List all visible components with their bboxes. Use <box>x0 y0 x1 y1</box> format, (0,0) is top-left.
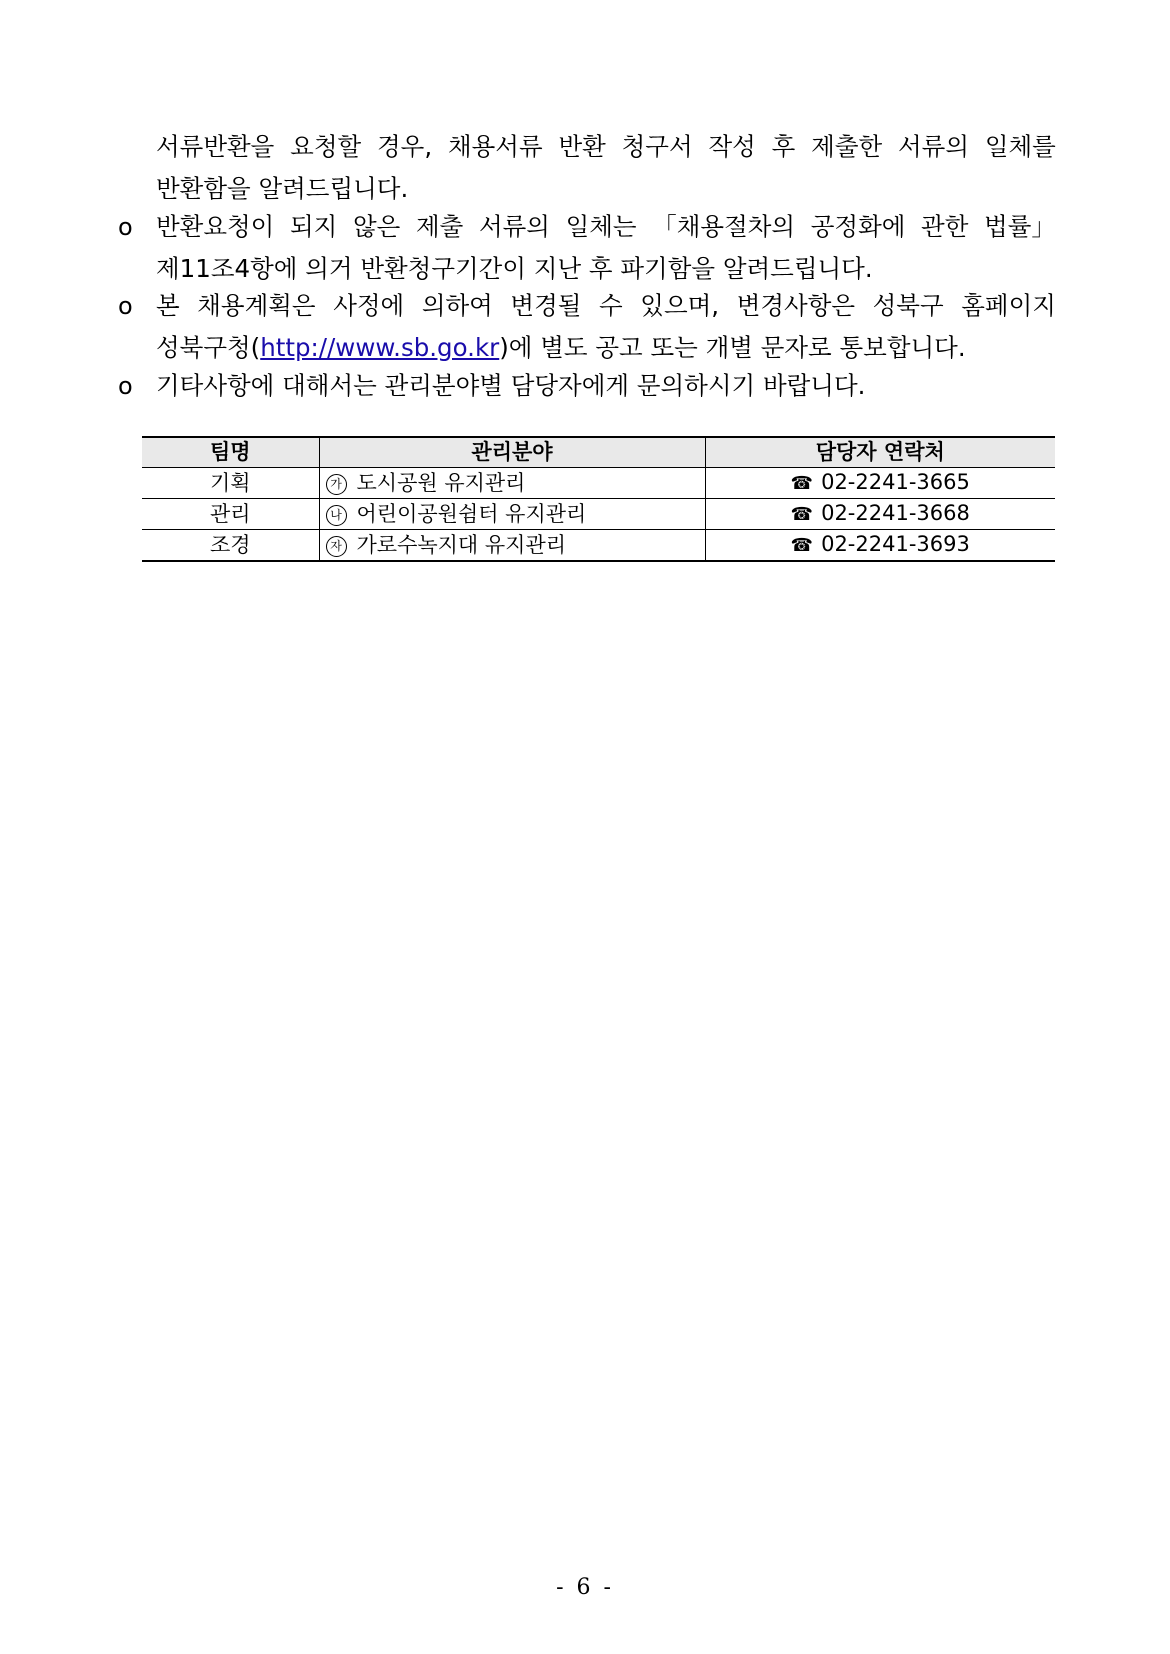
text-segment: )에 별도 공고 또는 개별 문자로 통보합니다. <box>499 333 966 362</box>
word: 서류의 <box>898 132 970 161</box>
paragraph-return-request <box>118 126 1056 210</box>
column-header-field: 관리분야 <box>319 437 705 468</box>
table-row <box>142 468 1055 499</box>
word: 공정화에 <box>810 212 906 241</box>
phone-cell <box>705 499 1055 530</box>
word: 제출 <box>415 212 464 241</box>
word: 서류반환을 <box>156 132 275 161</box>
text-line <box>118 168 1056 210</box>
phone-icon: ☎ <box>790 535 814 556</box>
word: 않은 <box>352 212 401 241</box>
contact-table <box>142 436 1055 562</box>
word: 성북구 <box>872 291 944 320</box>
phone-cell <box>705 468 1055 499</box>
word: 되지 <box>289 212 338 241</box>
word: 경우, <box>377 132 433 161</box>
word: 채용서류 <box>447 132 543 161</box>
word: 요청할 <box>290 132 362 161</box>
text-line <box>118 285 1056 327</box>
text-segment: 반환함을 알려드립니다. <box>156 174 409 203</box>
text-segment: 성북구청( <box>156 333 261 362</box>
word: 사정에 <box>333 291 405 320</box>
word: 후 <box>771 132 796 161</box>
field-cell <box>319 468 705 499</box>
field-text: 도시공원 유지관리 <box>356 470 526 495</box>
text-line <box>118 126 1056 168</box>
paragraph-disposal <box>118 206 1056 290</box>
field-text: 가로수녹지대 유지관리 <box>356 532 567 557</box>
team-cell: 기획 <box>142 468 319 499</box>
bullet-marker: o <box>118 213 133 241</box>
text-segment: 제11조4항에 의거 반환청구기간이 지난 후 파기함을 알려드립니다. <box>156 254 873 283</box>
word: 채용계획은 <box>197 291 316 320</box>
field-cell <box>319 499 705 530</box>
word: 일체를 <box>984 132 1056 161</box>
word: 의하여 <box>421 291 493 320</box>
text-line <box>118 248 1056 290</box>
word: 작성 <box>708 132 756 161</box>
word: 수 <box>599 291 623 320</box>
phone-number: 02-2241-3668 <box>821 501 970 525</box>
column-header-team: 팀명 <box>142 437 319 468</box>
field-cell <box>319 530 705 562</box>
column-header-contact: 담당자 연락처 <box>705 437 1055 468</box>
word: 제출한 <box>811 132 883 161</box>
text-segment: 기타사항에 대해서는 관리분야별 담당자에게 문의하시기 바랍니다. <box>156 371 866 400</box>
text-line <box>118 365 1056 407</box>
word: 법률」 <box>984 212 1056 241</box>
circled-marker: 가 <box>326 474 347 495</box>
word: 본 <box>156 291 180 320</box>
word: 반환 <box>558 132 606 161</box>
phone-cell <box>705 530 1055 562</box>
bullet-marker: o <box>118 292 133 320</box>
table-row <box>142 499 1055 530</box>
justified-text <box>156 285 1056 327</box>
justified-text <box>156 206 1056 248</box>
page-number: - 6 - <box>556 1575 614 1600</box>
word: 관한 <box>921 212 969 241</box>
phone-icon: ☎ <box>790 473 814 494</box>
phone-number: 02-2241-3665 <box>821 470 970 494</box>
word: 있으며, <box>640 291 720 320</box>
text-line <box>118 206 1056 248</box>
word: 일체는 <box>565 212 637 241</box>
word: 청구서 <box>621 132 693 161</box>
paragraph-plan-change <box>118 285 1056 369</box>
table-row <box>142 530 1055 562</box>
website-link[interactable]: http://www.sb.go.kr <box>260 333 500 362</box>
word: 변경될 <box>510 291 582 320</box>
bullet-marker: o <box>118 372 133 400</box>
table-header-row <box>142 437 1055 468</box>
word: 홈페이지 <box>961 291 1056 320</box>
word: 「채용절차의 <box>652 212 796 241</box>
circled-marker: 나 <box>326 505 347 526</box>
justified-text <box>156 126 1056 168</box>
phone-number: 02-2241-3693 <box>821 532 970 556</box>
circled-marker: 자 <box>326 536 347 557</box>
word: 변경사항은 <box>736 291 856 320</box>
team-cell: 조경 <box>142 530 319 562</box>
word: 서류의 <box>478 212 550 241</box>
team-cell: 관리 <box>142 499 319 530</box>
word: 반환요청이 <box>156 212 275 241</box>
field-text: 어린이공원쉼터 유지관리 <box>356 501 587 526</box>
paragraph-contact-info <box>118 365 1056 407</box>
text-line <box>118 327 1056 369</box>
phone-icon: ☎ <box>790 504 814 525</box>
